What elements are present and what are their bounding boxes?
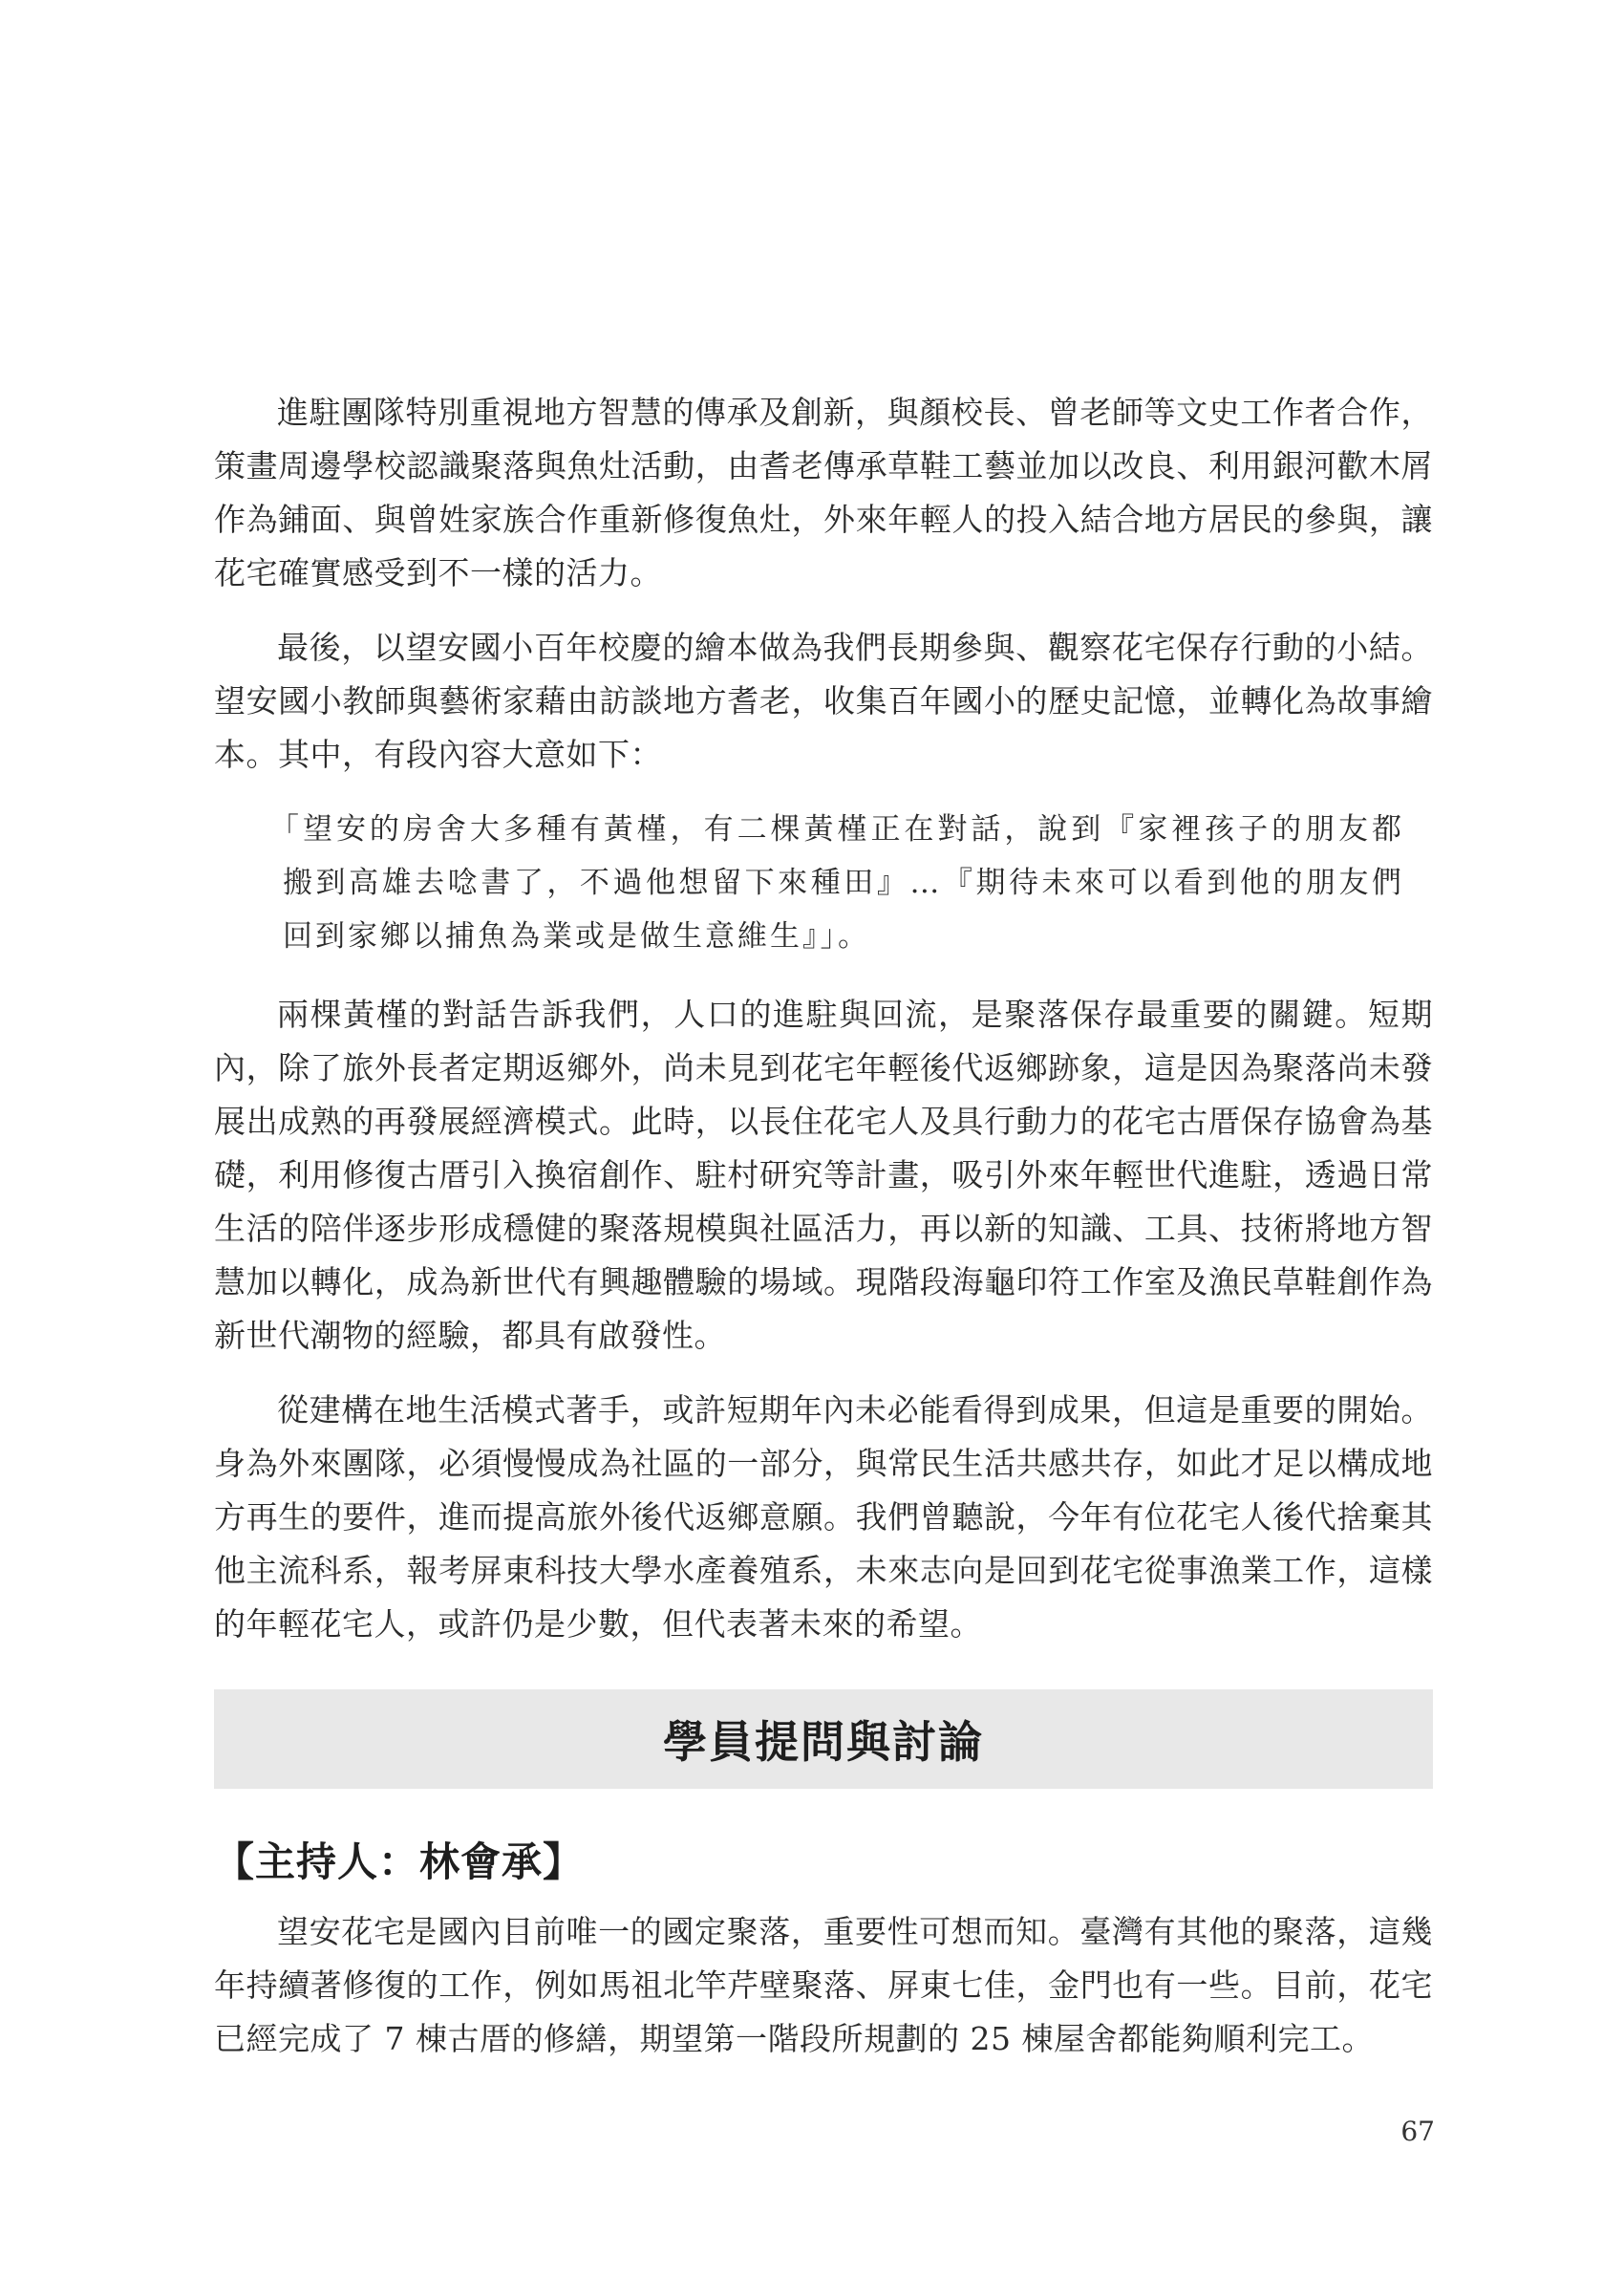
page-number: 67 xyxy=(1400,2116,1435,2147)
page-body xyxy=(214,386,1433,2087)
body-paragraph: 最後，以望安國小百年校慶的繪本做為我們長期參與、觀察花宅保存行動的小結。望安國小教師與藝術家藉由訪談地方耆老，收集百年國小的歷史記憶，並轉化為故事繪本。其中，有段內容大意如下： xyxy=(214,629,1433,773)
speaker-paragraph: 望安花宅是國內目前唯一的國定聚落，重要性可想而知。臺灣有其他的聚落，這幾年持續著修復的工作，例如馬祖北竿芹壁聚落、屏東七佳，金門也有一些。目前，花宅已經完成了 7 棟古厝的修繕，期望第一階段所規劃的 25 棟屋舍都能夠順利完工。 xyxy=(214,1913,1433,2057)
body-paragraph: 從建構在地生活模式著手，或許短期年內未必能看得到成果，但這是重要的開始。身為外來團隊，必須慢慢成為社區的一部分，與常民生活共感共存，如此才足以構成地方再生的要件，進而提高旅外後代返鄉意願。我們曾聽說，今年有位花宅人後代捨棄其他主流科系，報考屏東科技大學水產養殖系，未來志向是回到花宅從事漁業工作，這樣的年輕花宅人，或許仍是少數，但代表著未來的希望。 xyxy=(214,1391,1433,1643)
speaker-heading: 【主持人：林會承】 xyxy=(214,1838,585,1885)
body-paragraph: 進駐團隊特別重視地方智慧的傳承及創新，與顏校長、曾老師等文史工作者合作，策畫周邊學校認識聚落與魚灶活動，由耆老傳承草鞋工藝並加以改良、利用銀河歡木屑作為鋪面、與曾姓家族合作重新修復魚灶，外來年輕人的投入結合地方居民的參與，讓花宅確實感受到不一樣的活力。 xyxy=(214,394,1433,591)
body-paragraph: 兩棵黃槿的對話告訴我們，人口的進駐與回流，是聚落保存最重要的關鍵。短期內，除了旅外長者定期返鄉外，尚未見到花宅年輕後代返鄉跡象，這是因為聚落尚未發展出成熟的再發展經濟模式。此時，以長住花宅人及具行動力的花宅古厝保存協會為基礎，利用修復古厝引入換宿創作、駐村研究等計畫，吸引外來年輕世代進駐，透過日常生活的陪伴逐步形成穩健的聚落規模與社區活力，再以新的知識、工具、技術將地方智慧加以轉化，成為新世代有興趣體驗的場域。現階段海龜印符工作室及漁民草鞋創作為新世代潮物的經驗，都具有啟發性。 xyxy=(214,996,1433,1354)
section-title: 學員提問與討論 xyxy=(663,1716,984,1768)
block-quote: 「望安的房舍大多種有黃槿，有二棵黃槿正在對話，說到『家裡孩子的朋友都搬到高雄去唸書了，不過他想留下來種田』…『期待未來可以看到他的朋友們回到家鄉以捕魚為業或是做生意維生』」。 xyxy=(269,812,1404,954)
section-banner xyxy=(214,1689,1433,1789)
